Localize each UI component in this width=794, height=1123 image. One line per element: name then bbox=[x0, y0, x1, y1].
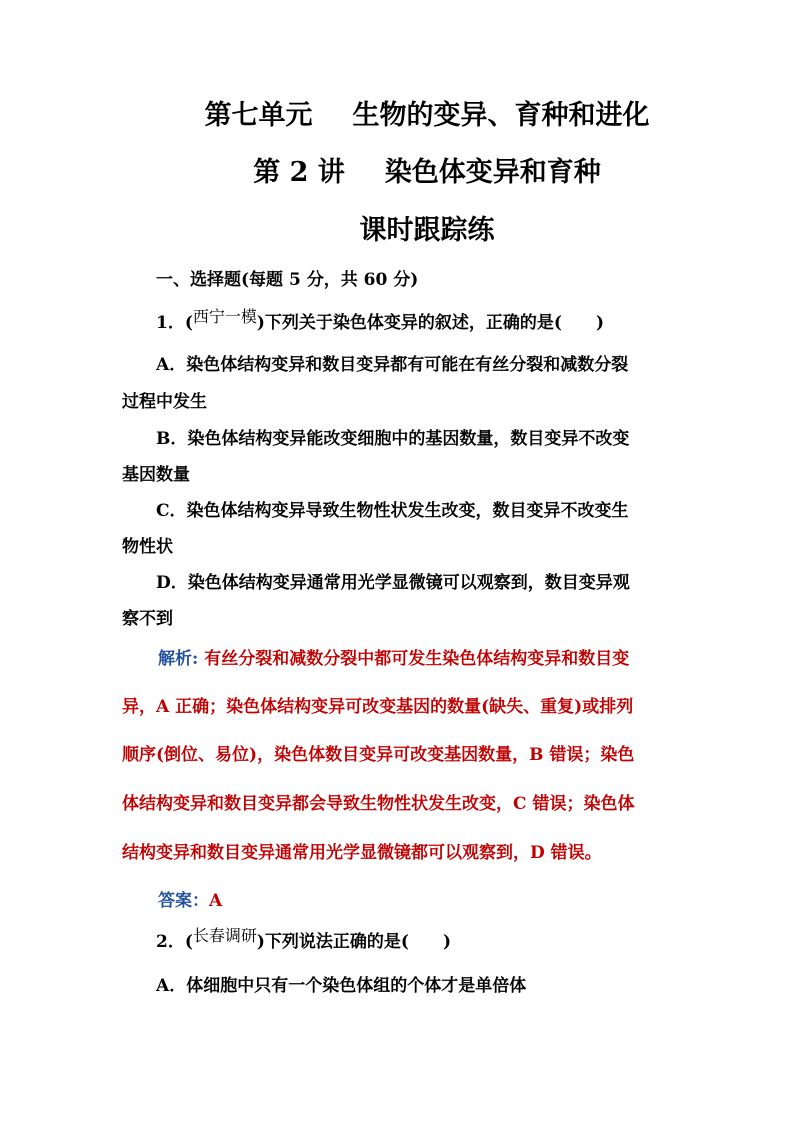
question-1-text: )下列关于染色体变异的叙述，正确的是( ) bbox=[256, 313, 605, 333]
lecture-name: 染色体变异和育种 bbox=[384, 157, 601, 188]
analysis-label: 解析: bbox=[158, 649, 199, 669]
question-1-number: 1．( bbox=[156, 313, 193, 333]
unit-title bbox=[30, 98, 794, 134]
option-b-line-1: B．染色体结构变异能改变细胞中的基因数量，数目变异不改变 bbox=[156, 429, 630, 449]
unit-label: 第七单元 bbox=[204, 100, 313, 131]
option-d-line-2: 察不到 bbox=[122, 609, 173, 629]
lecture-label: 第 2 讲 bbox=[253, 157, 345, 188]
option-a-line-1: A．染色体结构变异和数目变异都有可能在有丝分裂和减数分裂 bbox=[156, 355, 629, 375]
question-2-source: 长春调研 bbox=[192, 926, 257, 945]
option-c-line-1: C．染色体结构变异导致生物性状发生改变，数目变异不改变生 bbox=[156, 501, 629, 521]
page-subtitle: 课时跟踪练 bbox=[359, 215, 495, 246]
section-heading: 一、选择题(每题 5 分，共 60 分) bbox=[156, 270, 419, 290]
question-1-source: 西宁一模 bbox=[192, 307, 257, 326]
analysis-line-4: 体结构变异和数目变异都会导致生物性状发生改变，C 错误；染色体 bbox=[122, 794, 635, 814]
lecture-title bbox=[30, 155, 794, 191]
option-b-line-2: 基因数量 bbox=[122, 465, 190, 485]
unit-name: 生物的变异、育种和进化 bbox=[352, 100, 650, 131]
option-a-line-2: 过程中发生 bbox=[122, 392, 207, 412]
option-c-line-2: 物性状 bbox=[122, 537, 173, 557]
analysis-text-1: 有丝分裂和减数分裂中都可发生染色体结构变异和数目变 bbox=[204, 649, 630, 669]
answer-label: 答案： bbox=[158, 891, 209, 911]
question-2-stem bbox=[156, 926, 716, 954]
question-1-stem bbox=[156, 307, 716, 335]
analysis-line-3: 顺序(倒位、易位)，染色体数目变异可改变基因数量，B 错误；染色 bbox=[122, 745, 635, 765]
question-2-number: 2．( bbox=[156, 932, 193, 952]
analysis-line-2: 异，A 正确；染色体结构变异可改变基因的数量(缺失、重复)或排列 bbox=[122, 697, 634, 717]
question-2-option-a: A．体细胞中只有一个染色体组的个体才是单倍体 bbox=[156, 976, 527, 996]
answer-value: A bbox=[209, 891, 223, 911]
option-d-line-1: D．染色体结构变异通常用光学显微镜可以观察到，数目变异观 bbox=[156, 573, 630, 593]
answer-line bbox=[158, 889, 718, 913]
analysis-line-1 bbox=[158, 647, 718, 671]
question-2-text: )下列说法正确的是( ) bbox=[256, 932, 452, 952]
analysis-line-5: 结构变异和数目变异通常用光学显微镜都可以观察到，D 错误。 bbox=[122, 843, 602, 863]
